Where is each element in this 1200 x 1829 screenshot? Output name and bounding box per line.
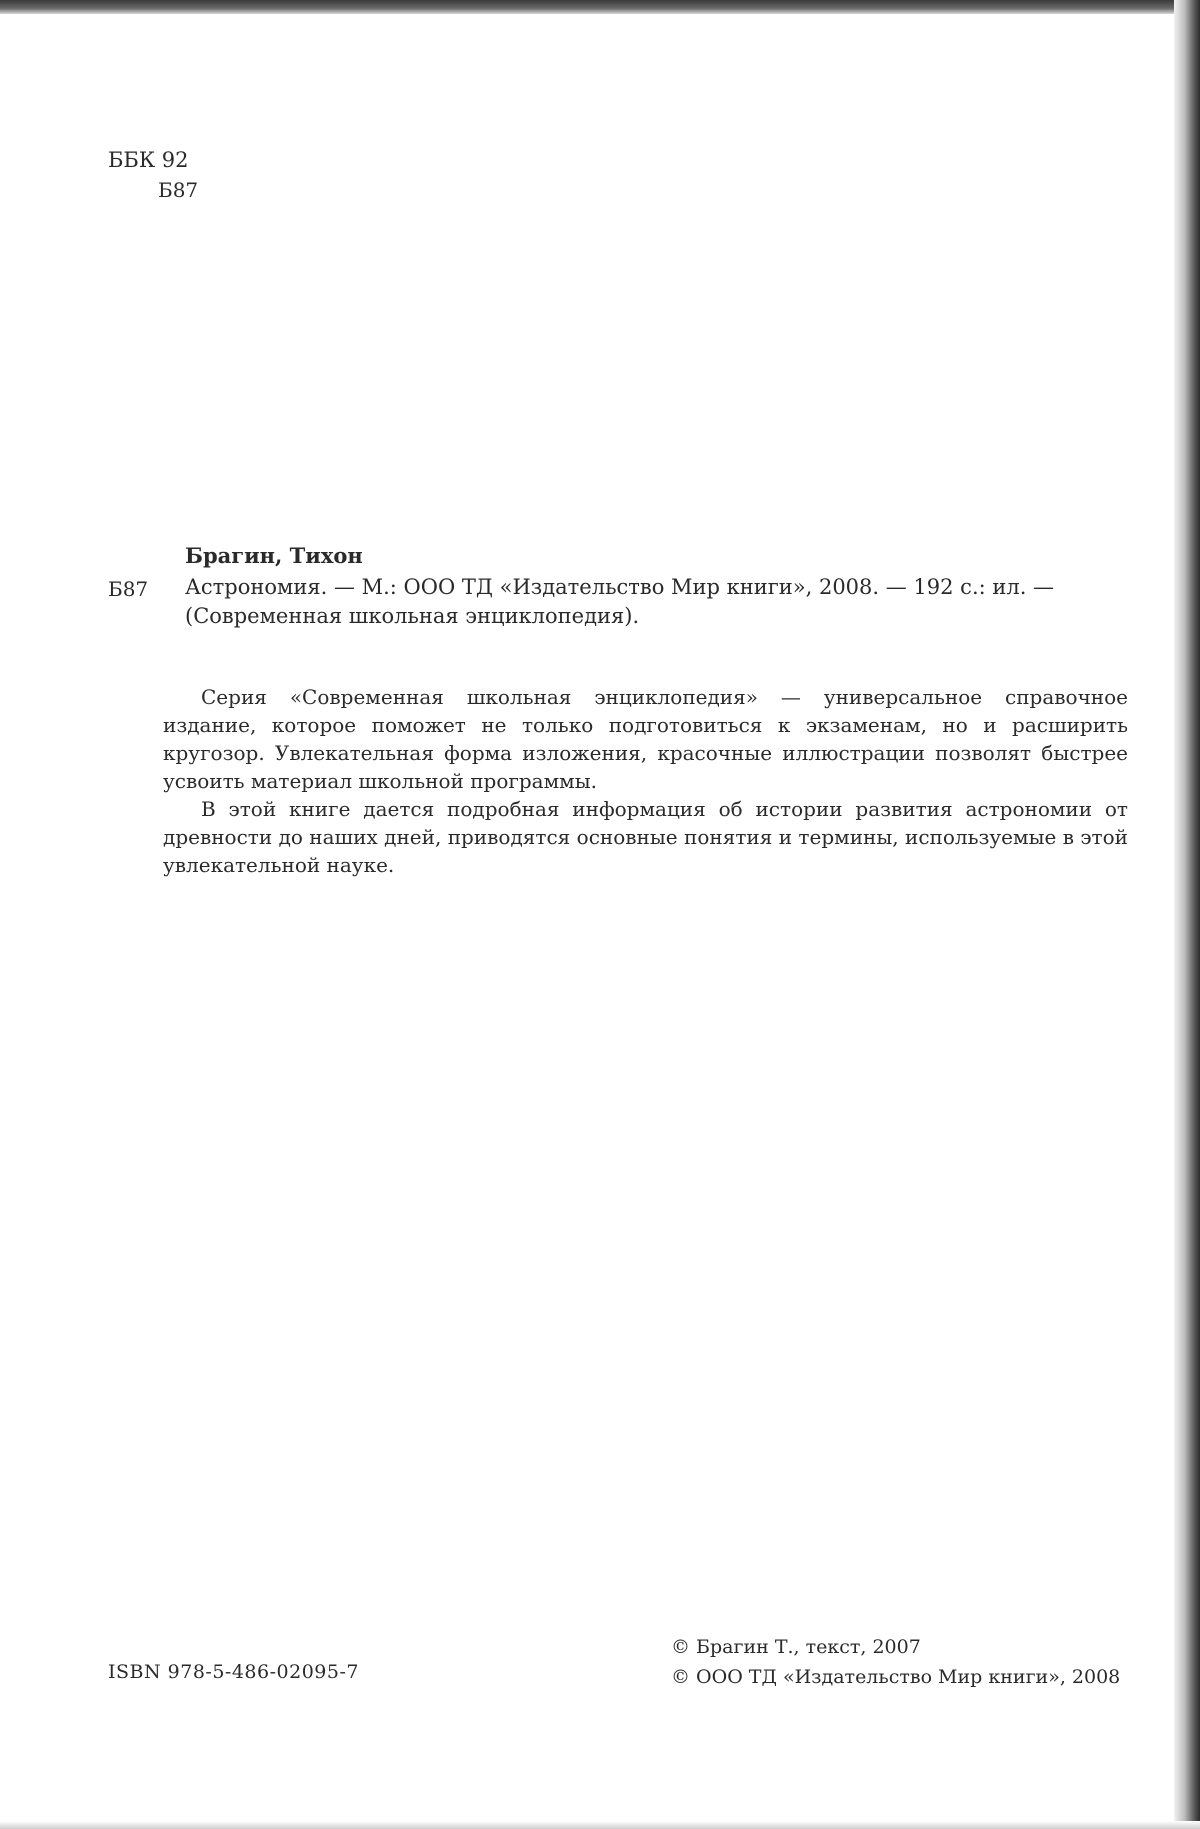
copyright-publisher: © ООО ТД «Издательство Мир книги», 2008 xyxy=(671,1666,1121,1688)
copyright-block xyxy=(671,1632,1120,1692)
catalog-description-line1: Астрономия. — М.: ООО ТД «Издательство Мир книги», 2008. — 192 с.: ил. — xyxy=(185,575,1055,599)
annotation xyxy=(163,683,1128,879)
annotation-paragraph: В этой книге дается подробная информация об истории развития астрономии от древности до наших дней, приводятся основные понятия и термины, используемые в этой увлекательной науке. xyxy=(163,797,1128,877)
annotation-paragraph: Серия «Современная школьная энциклопедия» — универсальное справочное издание, которое поможет не только подготовиться к экзаменам, но и расширить кругозор. Увлекательная форма изложения, красочные иллюстрации позволят быстрее усвоить материал школьной программы. xyxy=(163,685,1128,793)
isbn: ISBN 978-5-486-02095-7 xyxy=(108,1661,359,1683)
catalog-description-line2: (Современная школьная энциклопедия). xyxy=(185,604,640,628)
author-sign-code: Б87 xyxy=(158,178,199,202)
catalog-description xyxy=(185,573,1128,631)
bbk-index: ББК 92 xyxy=(108,148,189,172)
catalog-author: Брагин, Тихон xyxy=(185,543,363,568)
copyright-text: © Брагин Т., текст, 2007 xyxy=(671,1636,921,1658)
catalog-author-sign: Б87 xyxy=(108,577,149,601)
scan-right-edge xyxy=(1174,0,1200,1829)
